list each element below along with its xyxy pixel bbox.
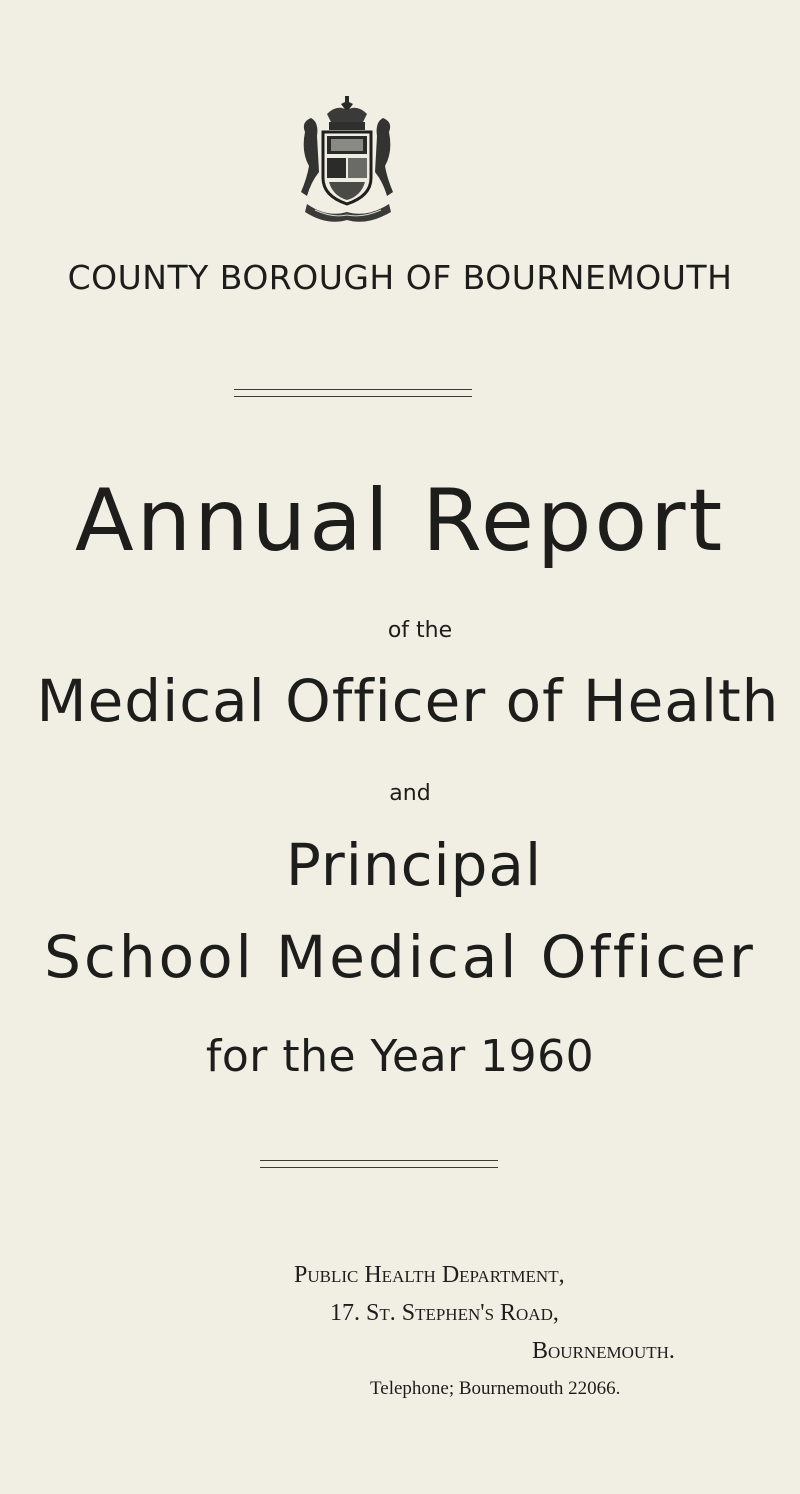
address-town: Bournemouth. — [532, 1338, 675, 1364]
address-department: Public Health Department, — [294, 1262, 565, 1288]
principal-title: Principal — [285, 831, 543, 899]
report-title: Annual Report — [74, 471, 726, 571]
school-medical-officer-title: School Medical Officer — [44, 923, 756, 991]
coat-of-arms-icon — [297, 92, 397, 230]
report-year: for the Year 1960 — [205, 1031, 595, 1082]
double-rule-bottom — [260, 1160, 498, 1168]
officer-of-health-title: Medical Officer of Health — [36, 667, 780, 735]
telephone-line: Telephone; Bournemouth 22066. — [370, 1378, 621, 1399]
council-name: COUNTY BOROUGH OF BOURNEMOUTH — [67, 258, 733, 297]
address-street: 17. St. Stephen's Road, — [330, 1300, 559, 1326]
double-rule-top — [234, 389, 472, 397]
of-the-text: of the — [387, 618, 453, 643]
and-text: and — [389, 781, 431, 806]
